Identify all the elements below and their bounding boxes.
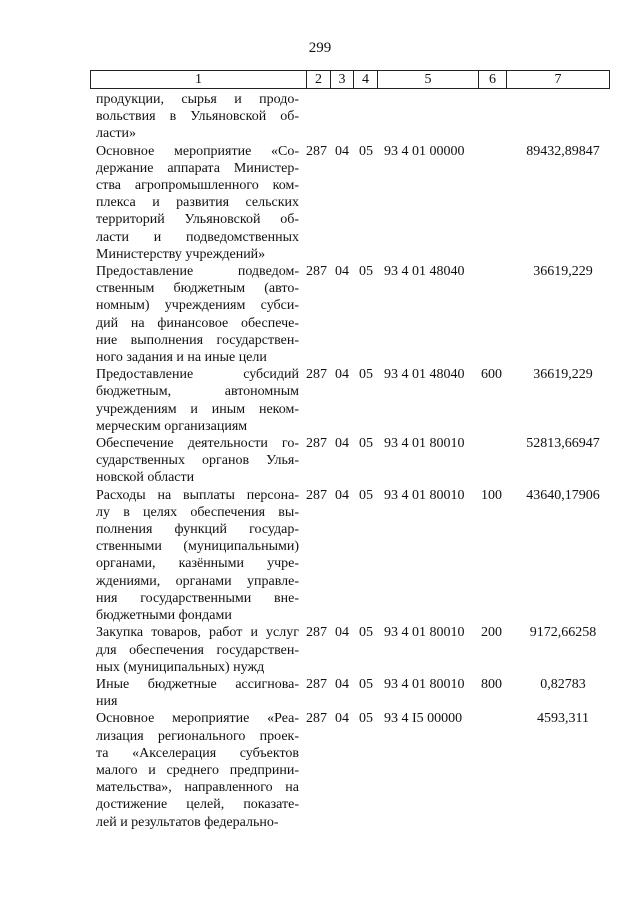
amount-value: 36619,229 (533, 367, 593, 383)
description-line: лу в целях обеспечения вы- (96, 504, 299, 520)
description-line: лизация регионального проек- (96, 728, 299, 744)
expense-type-code: 800 (481, 676, 502, 692)
grbs-code: 287 (306, 264, 327, 280)
subsection-code: 05 (359, 711, 373, 727)
row-description (96, 676, 299, 710)
expense-type-code: 100 (481, 487, 502, 503)
header-col-1: 1 (91, 71, 307, 88)
header-col-3: 3 (331, 71, 354, 88)
description-line: вольствия в Ульяновской об- (96, 109, 299, 125)
row-description (96, 435, 299, 487)
description-line: ждениями, органами управле- (96, 573, 299, 589)
header-col-2: 2 (307, 71, 331, 88)
description-line: ных (муниципальных) нужд (96, 659, 265, 675)
target-article-code: 93 4 01 00000 (384, 143, 465, 159)
description-line: ласти и подведомственных (96, 229, 299, 245)
subsection-code: 05 (359, 676, 373, 692)
description-line: ственными (муниципальными) (96, 539, 299, 555)
amount-value: 9172,66258 (529, 625, 597, 641)
amount-value: 0,82783 (540, 676, 586, 692)
table-row (96, 143, 610, 263)
description-line: ние выполнения государствен- (96, 332, 299, 348)
subsection-code: 05 (359, 625, 373, 641)
table-row (96, 366, 610, 435)
section-code: 04 (335, 367, 349, 383)
page-number: 299 (308, 40, 332, 56)
description-line: продукции, сырья и продо- (96, 92, 299, 107)
row-description (96, 710, 299, 830)
target-article-code: 93 4 01 80010 (384, 436, 465, 452)
description-line: учреждениям и иным неком- (96, 401, 299, 417)
table-row (96, 624, 610, 676)
section-code: 04 (335, 436, 349, 452)
grbs-code: 287 (306, 143, 327, 159)
description-line: Основное мероприятие «Со- (96, 143, 299, 159)
row-description (96, 624, 299, 676)
grbs-code: 287 (306, 625, 327, 641)
description-line: ласти» (96, 126, 137, 142)
description-line: Предоставление подведом- (96, 264, 299, 280)
table-header (90, 70, 610, 89)
section-code: 04 (335, 711, 349, 727)
table-row (96, 435, 610, 487)
description-line: для обеспечения государствен- (96, 642, 299, 658)
expense-type-code: 200 (481, 625, 502, 641)
description-line: плекса и развития сельских (96, 195, 299, 211)
grbs-code: 287 (306, 676, 327, 692)
description-line: бюджетными фондами (96, 608, 232, 624)
amount-value: 36619,229 (533, 264, 593, 280)
row-description (96, 487, 299, 625)
description-line: номным) учреждениям субси- (96, 298, 299, 314)
description-line: та «Акселерация субъектов (96, 745, 299, 761)
description-line: бюджетным, автономным (96, 384, 299, 400)
section-code: 04 (335, 625, 349, 641)
description-line: Закупка товаров, работ и услуг (96, 625, 299, 641)
description-line: Предоставление субсидий (96, 367, 299, 383)
description-line: ного задания и на иные цели (96, 350, 267, 366)
row-description (96, 143, 299, 263)
description-line: ства агропромышленного ком- (96, 178, 299, 194)
target-article-code: 93 4 01 48040 (384, 264, 465, 280)
section-code: 04 (335, 487, 349, 503)
description-line: мательства», направленного на (96, 780, 299, 796)
description-line: ния государственными вне- (96, 590, 299, 606)
subsection-code: 05 (359, 436, 373, 452)
table-row (96, 263, 610, 366)
header-col-4: 4 (354, 71, 378, 88)
grbs-code: 287 (306, 436, 327, 452)
subsection-code: 05 (359, 367, 373, 383)
grbs-code: 287 (306, 711, 327, 727)
description-line: Министерству учреждений» (96, 246, 266, 262)
description-line: ния (96, 694, 118, 710)
description-line: Основное мероприятие «Реа- (96, 711, 299, 727)
amount-value: 89432,89847 (526, 143, 600, 159)
target-article-code: 93 4 01 80010 (384, 487, 465, 503)
description-line: дий на финансовое обеспече- (96, 315, 299, 331)
description-line: Иные бюджетные ассигнова- (96, 676, 299, 692)
expense-type-code: 600 (481, 367, 502, 383)
section-code: 04 (335, 264, 349, 280)
subsection-code: 05 (359, 143, 373, 159)
target-article-code: 93 4 01 80010 (384, 676, 465, 692)
target-article-code: 93 4 01 48040 (384, 367, 465, 383)
header-col-6: 6 (479, 71, 507, 88)
row-description (96, 263, 299, 366)
header-col-7: 7 (554, 72, 562, 87)
header-col-5: 5 (378, 71, 479, 88)
description-line: лей и результатов федерально- (96, 814, 279, 830)
table-row (96, 91, 610, 143)
description-line: держание аппарата Министер- (96, 160, 299, 176)
description-line: новской области (96, 470, 195, 486)
amount-value: 52813,66947 (526, 436, 600, 452)
table-row (96, 710, 610, 830)
description-line: достижение целей, показате- (96, 797, 299, 813)
description-line: органами, казёнными учре- (96, 556, 299, 572)
description-line: полнения функций государ- (96, 522, 299, 538)
section-code: 04 (335, 143, 349, 159)
row-description (96, 91, 299, 143)
table-row (96, 487, 610, 625)
grbs-code: 287 (306, 367, 327, 383)
target-article-code: 93 4 01 80010 (384, 625, 465, 641)
amount-value: 4593,311 (537, 711, 589, 727)
subsection-code: 05 (359, 487, 373, 503)
table-row (96, 676, 610, 710)
subsection-code: 05 (359, 264, 373, 280)
description-line: ственным бюджетным (авто- (96, 281, 299, 297)
section-code: 04 (335, 676, 349, 692)
description-line: малого и среднего предприни- (96, 762, 299, 778)
description-line: территорий Ульяновской об- (96, 212, 299, 228)
description-line: сударственных органов Улья- (96, 453, 299, 469)
description-line: Расходы на выплаты персона- (96, 487, 299, 503)
description-line: Обеспечение деятельности го- (96, 436, 299, 452)
grbs-code: 287 (306, 487, 327, 503)
target-article-code: 93 4 I5 00000 (384, 711, 463, 727)
description-line: мерческим организациям (96, 418, 248, 434)
table-body (96, 91, 610, 831)
row-description (96, 366, 299, 435)
amount-value: 43640,17906 (526, 487, 600, 503)
